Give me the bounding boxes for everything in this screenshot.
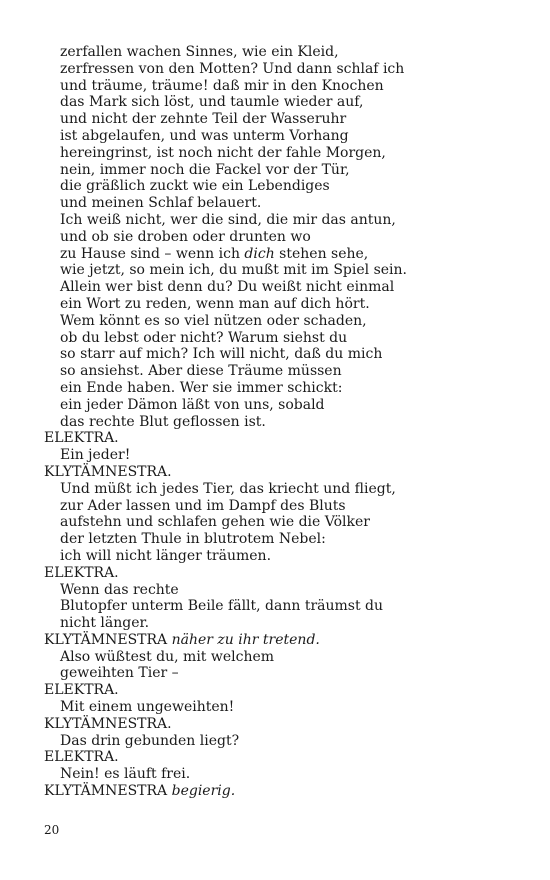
- verse-line: [44, 296, 524, 313]
- verse-line: [44, 145, 524, 162]
- verse-line: [44, 397, 524, 414]
- emphasis: dich: [244, 245, 275, 262]
- line-text: KLYTÄMNESTRA.: [44, 463, 172, 480]
- verse-line: [44, 447, 524, 464]
- verse-line: [44, 279, 524, 296]
- line-text: und meinen Schlaf belauert.: [60, 195, 262, 212]
- line-text: ein Wort zu reden, wenn man auf dich hört.: [60, 295, 370, 312]
- line-text: zerfressen von den Motten? Und dann schlaf ich: [60, 60, 405, 77]
- stage-direction: näher zu ihr tretend.: [171, 631, 320, 648]
- verse-line: [44, 582, 524, 599]
- verse-line: [44, 94, 524, 111]
- verse-line: [44, 531, 524, 548]
- verse-line: [44, 313, 524, 330]
- line-text: ELEKTRA.: [44, 564, 119, 581]
- line-text: so starr auf mich? Ich will nicht, daß du mich: [60, 346, 383, 363]
- verse-line: [44, 330, 524, 347]
- verse-line: [44, 481, 524, 498]
- verse-line: [44, 733, 524, 750]
- verse-line: [44, 178, 524, 195]
- line-text: und nicht der zehnte Teil der Wasseruhr: [60, 111, 347, 128]
- line-text: stehen sehe,: [274, 245, 369, 262]
- line-text: Das drin gebunden liegt?: [60, 732, 240, 749]
- speaker-name: [44, 632, 524, 649]
- speaker-name: [44, 430, 524, 447]
- line-text: Blutopfer unterm Beile fällt, dann träumst du: [60, 598, 384, 615]
- verse-line: [44, 162, 524, 179]
- line-text: ELEKTRA.: [44, 430, 119, 447]
- verse-line: [44, 229, 524, 246]
- verse-line: [44, 61, 524, 78]
- verse-line: [44, 262, 524, 279]
- line-text: ELEKTRA.: [44, 749, 119, 766]
- line-text: Also wüßtest du, mit welchem: [60, 648, 275, 665]
- verse-line: [44, 699, 524, 716]
- verse-line: [44, 346, 524, 363]
- line-text: KLYTÄMNESTRA.: [44, 715, 172, 732]
- verse-line: [44, 363, 524, 380]
- line-text: ein jeder Dämon läßt von uns, sobald: [60, 396, 325, 413]
- speaker-name: [44, 783, 524, 800]
- line-text: zur Ader lassen und im Dampf des Bluts: [60, 497, 346, 514]
- speaker-name: [44, 464, 524, 481]
- speaker-name: [44, 682, 524, 699]
- line-text: das rechte Blut geflossen ist.: [60, 413, 266, 430]
- line-text: zu Hause sind – wenn ich: [60, 245, 245, 262]
- line-text: Nein! es läuft frei.: [60, 766, 191, 783]
- verse-line: [44, 498, 524, 515]
- line-text: die gräßlich zuckt wie ein Lebendiges: [60, 178, 330, 195]
- speaker-name: [44, 565, 524, 582]
- line-text: KLYTÄMNESTRA: [44, 783, 172, 800]
- line-text: ich will nicht länger träumen.: [60, 547, 272, 564]
- line-text: ein Ende haben. Wer sie immer schickt:: [60, 379, 343, 396]
- verse-line: [44, 598, 524, 615]
- verse-line: [44, 649, 524, 666]
- verse-line: [44, 548, 524, 565]
- line-text: und träume, träume! daß mir in den Knochen: [60, 77, 384, 94]
- line-text: KLYTÄMNESTRA: [44, 631, 172, 648]
- line-text: Mit einem ungeweihten!: [60, 699, 235, 716]
- verse-line: [44, 615, 524, 632]
- line-text: zerfallen wachen Sinnes, wie ein Kleid,: [60, 44, 339, 60]
- verse-line: [44, 44, 524, 61]
- verse-line: [44, 380, 524, 397]
- verse-line: [44, 212, 524, 229]
- verse-line: [44, 414, 524, 431]
- page-number: 20: [44, 823, 60, 837]
- speaker-name: [44, 716, 524, 733]
- text-column: [44, 44, 524, 800]
- line-text: der letzten Thule in blutrotem Nebel:: [60, 531, 326, 548]
- line-text: Wem könnt es so viel nützen oder schaden,: [60, 312, 367, 329]
- verse-line: [44, 111, 524, 128]
- line-text: ist abgelaufen, und was unterm Vorhang: [60, 127, 349, 144]
- verse-line: [44, 514, 524, 531]
- line-text: und ob sie droben oder drunten wo: [60, 228, 311, 245]
- verse-line: [44, 78, 524, 95]
- line-text: so ansiehst. Aber diese Träume müssen: [60, 363, 342, 380]
- line-text: nicht länger.: [60, 615, 150, 632]
- line-text: Allein wer bist denn du? Du weißt nicht einmal: [60, 279, 395, 296]
- line-text: das Mark sich löst, und taumle wieder auf,: [60, 94, 364, 111]
- speaker-name: [44, 749, 524, 766]
- verse-line: [44, 665, 524, 682]
- line-text: geweihten Tier –: [60, 665, 179, 682]
- line-text: ELEKTRA.: [44, 682, 119, 699]
- line-text: Ich weiß nicht, wer die sind, die mir das antun,: [60, 211, 396, 228]
- line-text: wie jetzt, so mein ich, du mußt mit im Spiel sein.: [60, 262, 407, 279]
- line-text: Wenn das rechte: [60, 581, 179, 598]
- line-text: ob du lebst oder nicht? Warum siehst du: [60, 329, 348, 346]
- line-text: Und müßt ich jedes Tier, das kriecht und fliegt,: [60, 480, 396, 497]
- verse-line: [44, 766, 524, 783]
- line-text: aufstehn und schlafen gehen wie die Völker: [60, 514, 370, 531]
- verse-line: [44, 195, 524, 212]
- verse-line: [44, 128, 524, 145]
- line-text: hereingrinst, ist noch nicht der fahle Morgen,: [60, 144, 386, 161]
- line-text: nein, immer noch die Fackel vor der Tür,: [60, 161, 350, 178]
- stage-direction: begierig.: [171, 783, 236, 800]
- verse-line: [44, 246, 524, 263]
- line-text: Ein jeder!: [60, 447, 131, 464]
